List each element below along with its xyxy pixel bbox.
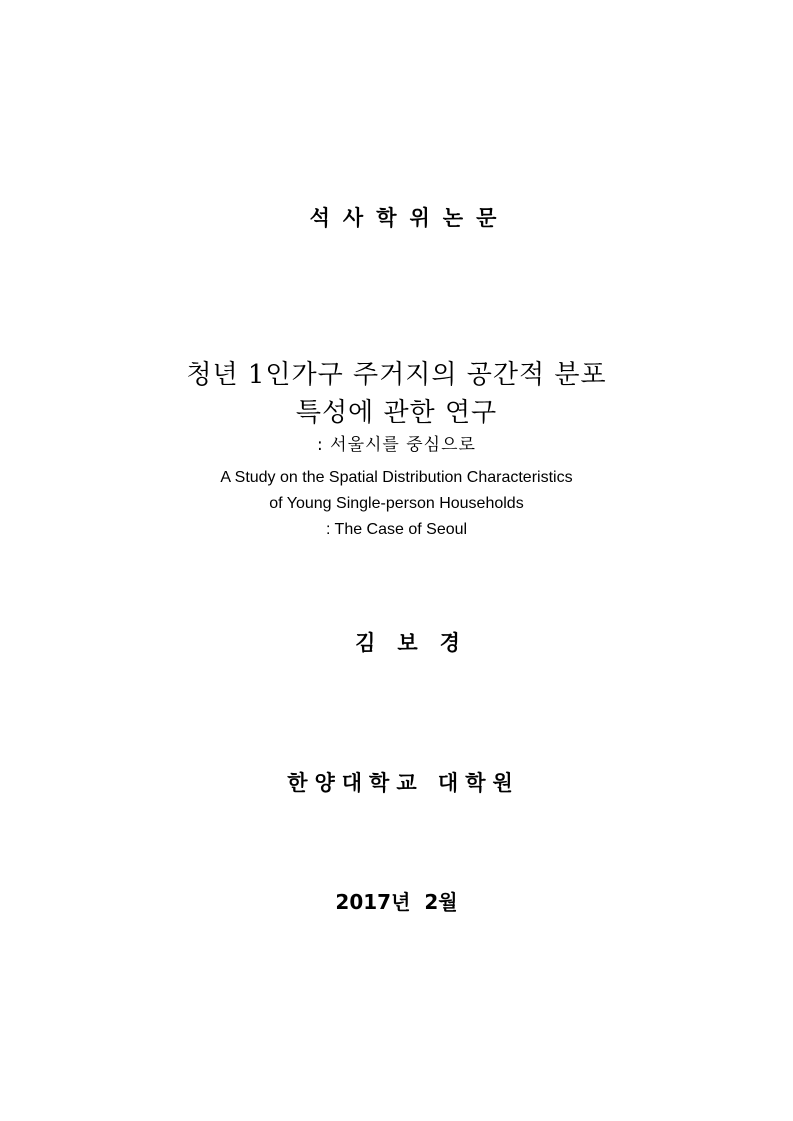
submission-date: 2017년 2월	[335, 890, 458, 914]
thesis-title-line-1: 청년 1인가구 주거지의 공간적 분포	[186, 360, 607, 390]
english-title-line-1: A Study on the Spatial Distribution Characteristics	[220, 469, 573, 486]
author-name: 김보경	[355, 631, 482, 655]
thesis-title-line-2: 특성에 관한 연구	[295, 398, 498, 428]
institution-name: 한양대학교 대학원	[287, 771, 520, 795]
english-title-line-2: of Young Single-person Households	[269, 495, 524, 512]
thesis-subtitle: : 서울시를 중심으로	[317, 435, 476, 455]
degree-label: 석사학위논문	[309, 206, 510, 230]
english-title-line-3: : The Case of Seoul	[325, 521, 468, 538]
